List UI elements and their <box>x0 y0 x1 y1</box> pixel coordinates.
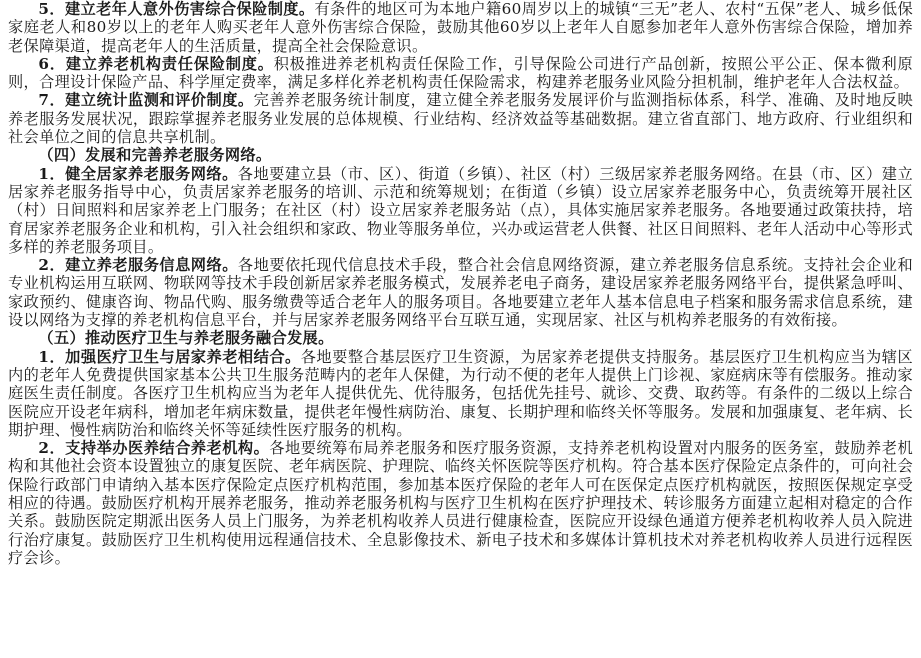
item-heading: 7．建立统计监测和评价制度。 <box>38 91 254 110</box>
item-heading: 1．健全居家养老服务网络。 <box>38 164 238 183</box>
item-body: 各地要整合基层医疗卫生资源，为居家养老提供支持服务。基层医疗卫生机构应当为辖区内的老年人免费提供国家基本公共卫生服务范畴内的老年人保健，为行动不便的老年人提供上门诊视、家庭病床等有偿服务。推动家庭医生责任制度。各医疗卫生机构应当为老年人提供优先、优待服务，包括优先挂号、就诊、交费、取药等。有条件的二级以上综合医院应开设老年病科，增加老年病床数量，提供老年慢性病防治、康复、长期护理和临终关怀等服务。发展和加强康复、老年病、长期护理、慢性病防治和临终关怀等延续性医疗服务的机构。 <box>8 347 913 439</box>
item-body: 各地要统筹布局养老服务和医疗服务资源，支持养老机构设置对内服务的医务室，鼓励养老机构和其他社会资本设置独立的康复医院、老年病医院、护理院、临终关怀医院等医疗机构。符合基本医疗保险定点条件的，可向社会保险行政部门申请纳入基本医疗保险定点医疗机构范围，参加基本医疗保险的老年人可在医保定点医疗机构就医，按照医保规定享受相应的待遇。鼓励医疗机构开展养老服务，推动养老服务机构与医疗卫生机构在医疗护理技术、转诊服务方面建立起相对稳定的合作关系。鼓励医院定期派出医务人员上门服务，为养老机构收养人员进行健康检查，医院应开设绿色通道方便养老机构收养人员入院进行治疗康复。鼓励医疗卫生机构使用远程通信技术、全息影像技术、新电子技术和多媒体计算机技术对养老机构收养人员进行远程医疗会诊。 <box>8 439 913 567</box>
item-paragraph <box>8 55 913 92</box>
item-paragraph <box>8 348 913 439</box>
item-paragraph <box>8 0 913 55</box>
item-body: 有条件的地区可为本地户籍60周岁以上的城镇“三无”老人、农村“五保”老人、城乡低保家庭老人和80岁以上的老年人购买老年人意外伤害综合保险，鼓励其他60岁以上老年人自愿参加老年人意外伤害综合保险，增加养老保障渠道，提高老年人的生活质量，提高全社会保险意识。 <box>8 0 914 55</box>
document-page <box>8 0 913 567</box>
item-body: 积极推进养老机构责任保险工作，引导保险公司进行产品创新，按照公平公正、保本微利原则，合理设计保险产品、科学厘定费率，满足多样化养老机构责任保险需求，构建养老服务业风险分担机制，维护老年人合法权益。 <box>8 54 913 92</box>
section-heading-text: （四）发展和完善养老服务网络。 <box>38 146 272 165</box>
item-body: 完善养老服务统计制度，建立健全养老服务发展评价与监测指标体系，科学、准确、及时地反映养老服务发展状况，跟踪掌握养老服务业发展的总体规模、行业结构、经济效益等基础数据。建立省直部门、地方政府、行业组织和社会单位之间的信息共享机制。 <box>8 91 914 147</box>
item-heading: 6．建立养老机构责任保险制度。 <box>38 54 274 73</box>
item-paragraph <box>8 256 913 329</box>
section-heading-text: （五）推动医疗卫生与养老服务融合发展。 <box>38 329 334 348</box>
item-heading: 1．加强医疗卫生与居家养老相结合。 <box>38 347 301 366</box>
item-heading: 5．建立老年人意外伤害综合保险制度。 <box>38 0 315 18</box>
item-paragraph <box>8 91 913 146</box>
item-body: 各地要建立县（市、区）、街道（乡镇）、社区（村）三级居家养老服务网络。在县（市、区）建立居家养老服务指导中心，负责居家养老服务的培训、示范和统筹规划；在街道（乡镇）设立居家养老服务中心，负责统筹开展社区（村）日间照料和居家养老上门服务；在社区（村）设立居家养老服务站（点），具体实施居家养老服务。各地要通过政策扶持，培育居家养老服务企业和机构，引入社会组织和家政、物业等服务单位，兴办或运营老人供餐、社区日间照料、老年人活动中心等形式多样的养老服务项目。 <box>8 164 913 256</box>
section-heading <box>8 146 913 164</box>
item-body: 各地要依托现代信息技术手段，整合社会信息网络资源，建立养老服务信息系统。支持社会企业和专业机构运用互联网、物联网等技术手段创新居家养老服务模式，发展养老电子商务，建设居家养老服务网络平台，提供紧急呼叫、家政预约、健康咨询、物品代购、服务缴费等适合老年人的服务项目。各地要建立老年人基本信息电子档案和服务需求信息系统，建设以网络为支撑的养老机构信息平台，并与居家养老服务网络平台互联互通，实现居家、社区与机构养老服务的有效衔接。 <box>8 256 913 330</box>
item-paragraph <box>8 439 913 567</box>
section-heading <box>8 329 913 347</box>
item-heading: 2．建立养老服务信息网络。 <box>38 256 238 275</box>
item-heading: 2．支持举办医养结合养老机构。 <box>38 439 270 458</box>
item-paragraph <box>8 165 913 256</box>
